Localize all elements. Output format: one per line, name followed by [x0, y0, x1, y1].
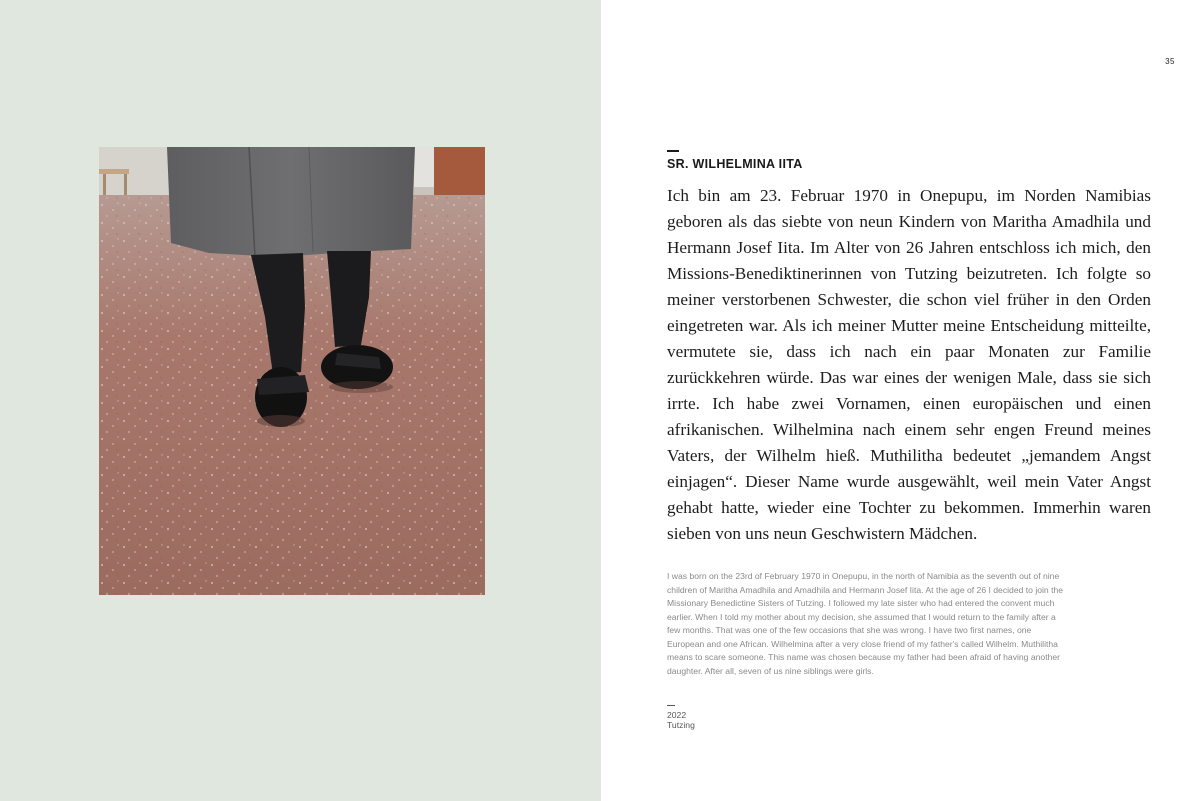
page-number: 35: [1165, 57, 1175, 66]
german-body-text: Ich bin am 23. Februar 1970 in Onepupu, im Norden Namibias geboren als das siebte von neun Kindern von Maritha Amadhila und Hermann Josef Iita. Im Alter von 26 Jahren entschloss ich mich, den Missions-Benediktinerinnen von Tutzing beizutreten. Ich folgte so meiner verstorbenen Schwester, die schon viel früher in den Orden eingetreten war. Als ich meiner Mutter meine Entscheidung mitteilte, vermutete sie, dass ich nach ein paar Monaten zur Familie zurückkehren würde. Das war eines der wenigen Male, dass sie sich irrte. Ich habe zwei Vornamen, einen europäischen und einen afrikanischen. Wilhelmina nach einem sehr engen Freund meines Vaters, der Wilhelm hieß. Muthilitha bedeutet „jemandem Angst einjagen“. Dieser Name wurde ausgewählt, weil mein Vater Angst gehabt hatte, wieder eine Tochter zu bekommen. Immerhin waren sieben von uns neun Geschwistern Mädchen.: [667, 186, 1151, 543]
english-translation-text: I was born on the 23rd of February 1970 in Onepupu, in the north of Namibia as the seventh out of nine children of Maritha Amadhila and Amadhila and Hermann Josef Iita. At the age of 26 I decided to join the Missionary Benedictine Sisters of Tutzing. I followed my late sister who had entered the convent much earlier. When I told my mother about my decision, she assumed that I would return to the family after a few months. That was one of the few occasions that she was wrong. I have two first names, one European and one African. Wilhelmina after a very close friend of my father's called Wilhelm. Muthilitha means to scare someone. This name was chosen because my father had been afraid of having another daughter. After all, seven of us nine siblings were girls.: [667, 571, 1064, 676]
meta-place: Tutzing: [667, 720, 695, 730]
author-name: SR. WILHELMINA IITA: [667, 157, 803, 171]
meta-year: 2022: [667, 710, 687, 720]
photo-of-nun-feet-and-shoes: [99, 147, 485, 595]
heading-dash: [667, 150, 679, 152]
footer-dash: [667, 705, 675, 706]
